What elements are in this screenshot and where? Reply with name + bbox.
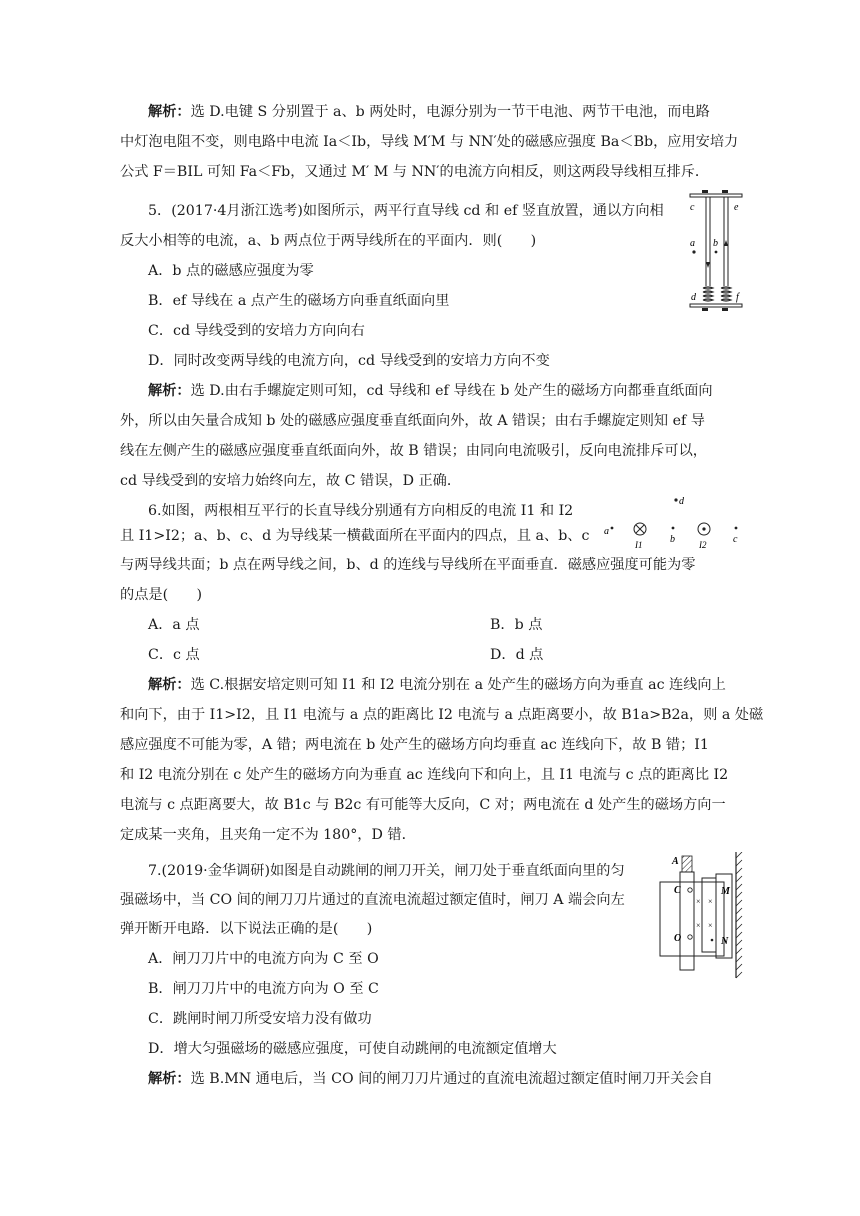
q7-stem-line-2: 强磁场中，当 CO 间的闸刀刀片通过的直流电流超过额定值时，闸刀 A 端会向左 bbox=[120, 892, 625, 908]
q5-label-d: d bbox=[691, 292, 696, 303]
q7-label-M: M bbox=[721, 886, 730, 897]
q6-analysis-line-4: 和 I2 电流分别在 c 处产生的磁场方向为垂直 ac 连线向下和向上，且 I1 电流与 c 点的距离比 I2 bbox=[120, 767, 729, 783]
q7-stem-line-1: 7.(2019·金华调研)如图是自动跳闸的闸刀开关，闸刀处于垂直纸面向里的匀 bbox=[148, 863, 625, 879]
q7-option-a: A．闸刀刀片中的电流方向为 C 至 O bbox=[148, 951, 379, 967]
q6-analysis-line-2: 和向下，由于 I1>I2，且 I1 电流与 a 点的距离比 I2 电流与 a 点距离要小，故 B1a>B2a，则 a 处磁 bbox=[120, 707, 764, 723]
q6-stem-line-2: 且 I1>I2；a、b、c、d 为导线某一横截面所在平面内的四点，且 a、b、c bbox=[120, 528, 590, 544]
q6-option-c: C．c 点 bbox=[148, 647, 200, 663]
svg-text:×: × bbox=[708, 921, 713, 930]
q6-option-d: D．d 点 bbox=[490, 647, 544, 663]
q4-analysis-line-1: 解析：选 D.电键 S 分别置于 a、b 两处时，电源分别为一节干电池、两节干电池，而电路 bbox=[148, 104, 710, 120]
q5-source: 月浙江选考 bbox=[226, 203, 298, 219]
svg-text:×: × bbox=[696, 921, 701, 930]
q7-label-C: C bbox=[674, 885, 681, 896]
q6-stem-line-1: 6.如图，两根相互平行的长直导线分别通有方向相反的电流 I1 和 I2 bbox=[148, 503, 574, 519]
q5-stem-line-2: 反大小相等的电流，a、b 两点位于两导线所在的平面内．则( ) bbox=[120, 233, 537, 249]
q7-option-d: D．增大匀强磁场的磁感应强度，可使自动跳闸的电流额定值增大 bbox=[148, 1041, 557, 1057]
q5-label-f: f bbox=[736, 292, 739, 303]
q7-figure bbox=[654, 852, 746, 980]
q5-option-a: A．b 点的磁感应强度为零 bbox=[148, 263, 314, 279]
q5-analysis-line-2: 外，所以由矢量合成知 b 处的磁感应强度垂直纸面向外，故 A 错误；由右手螺旋定则知 ef 导 bbox=[120, 413, 705, 429]
q7-label-N: N bbox=[721, 936, 729, 947]
q7-option-c: C．跳闸时闸刀所受安培力没有做功 bbox=[148, 1011, 372, 1027]
q5-analysis-line-4: cd 导线受到的安培力始终向左，故 C 错误，D 正确． bbox=[120, 473, 462, 489]
q5-label-a: a bbox=[690, 238, 695, 249]
q6-option-b: B．b 点 bbox=[490, 617, 543, 633]
q6-analysis-line-1: 解析：选 C.根据安培定则可知 I1 和 I2 电流分别在 a 处产生的磁场方向为垂直 ac 连线向上 bbox=[148, 677, 726, 693]
q5-analysis-line-3: 线在左侧产生的磁感应强度垂直纸面向外，故 B 错误；由同向电流吸引，反向电流排斥可以， bbox=[120, 443, 707, 459]
q6-option-a: A．a 点 bbox=[148, 617, 200, 633]
q4-analysis-line-2: 中灯泡电阻不变，则电路中电流 Ia＜Ib，导线 M′M 与 NN′处的磁感应强度 Ba＜Bb，应用安培力 bbox=[120, 134, 739, 150]
q6-label-a: a bbox=[604, 526, 609, 537]
q6-label-b: b bbox=[670, 534, 675, 545]
q6-label-c: c bbox=[733, 534, 738, 545]
q5-label-b: b bbox=[713, 238, 718, 249]
q6-stem-line-4: 的点是( ) bbox=[120, 587, 203, 603]
q6-analysis-line-5: 电流与 c 点距离要大，故 B1c 与 B2c 有可能等大反向，C 对；两电流在 d 处产生的磁场方向一 bbox=[120, 797, 726, 813]
q6-analysis-line-6: 定成某一夹角，且夹角一定不为 180°，D 错． bbox=[120, 827, 416, 843]
q7-source: 金华调研 bbox=[207, 863, 265, 879]
q5-label-c: c bbox=[690, 202, 695, 213]
q5-label-e: e bbox=[734, 202, 739, 213]
q5-analysis-line-1: 解析：选 D.由右手螺旋定则可知，cd 导线和 ef 导线在 b 处产生的磁场方向都垂直纸面向 bbox=[148, 383, 713, 399]
q7-label-A: A bbox=[672, 856, 679, 867]
q7-stem-line-3: 弹开断开电路．以下说法正确的是( ) bbox=[120, 921, 373, 937]
q7-label-O: O bbox=[674, 933, 682, 944]
q6-label-d: d bbox=[679, 496, 684, 507]
q4-analysis-line-3: 公式 F＝BIL 可知 Fa＜Fb，又通过 M′ M 与 NN′的电流方向相反，则这两段导线相互排斥． bbox=[120, 164, 710, 180]
q6-figure bbox=[600, 492, 748, 552]
svg-text:×: × bbox=[708, 897, 713, 906]
q7-analysis-line-1: 解析：选 B.MN 通电后，当 CO 间的闸刀刀片通过的直流电流超过额定值时闸刀开关会自 bbox=[148, 1071, 713, 1087]
q5-option-b: B．ef 导线在 a 点产生的磁场方向垂直纸面向里 bbox=[148, 293, 450, 309]
q7-option-b: B．闸刀刀片中的电流方向为 O 至 C bbox=[148, 981, 379, 997]
q5-figure bbox=[686, 188, 748, 320]
q6-analysis-line-3: 感应强度不可能为零，A 错；两电流在 b 处产生的磁场方向均垂直 ac 连线向下，故 B 错；I1 bbox=[120, 737, 709, 753]
q6-label-i1: I1 bbox=[635, 540, 643, 550]
q6-stem-line-3: 与两导线共面；b 点在两导线之间，b、d 的连线与导线所在平面垂直．磁感应强度可能为零 bbox=[120, 557, 696, 573]
q6-label-i2: I2 bbox=[699, 540, 707, 550]
q5-option-d: D．同时改变两导线的电流方向，cd 导线受到的安培力方向不变 bbox=[148, 353, 550, 369]
q5-stem-line-1: 5．(2017·4月浙江选考)如图所示，两平行直导线 cd 和 ef 竖直放置，通以方向相 bbox=[148, 203, 664, 219]
svg-text:×: × bbox=[696, 897, 701, 906]
q5-option-c: C．cd 导线受到的安培力方向向右 bbox=[148, 323, 365, 339]
